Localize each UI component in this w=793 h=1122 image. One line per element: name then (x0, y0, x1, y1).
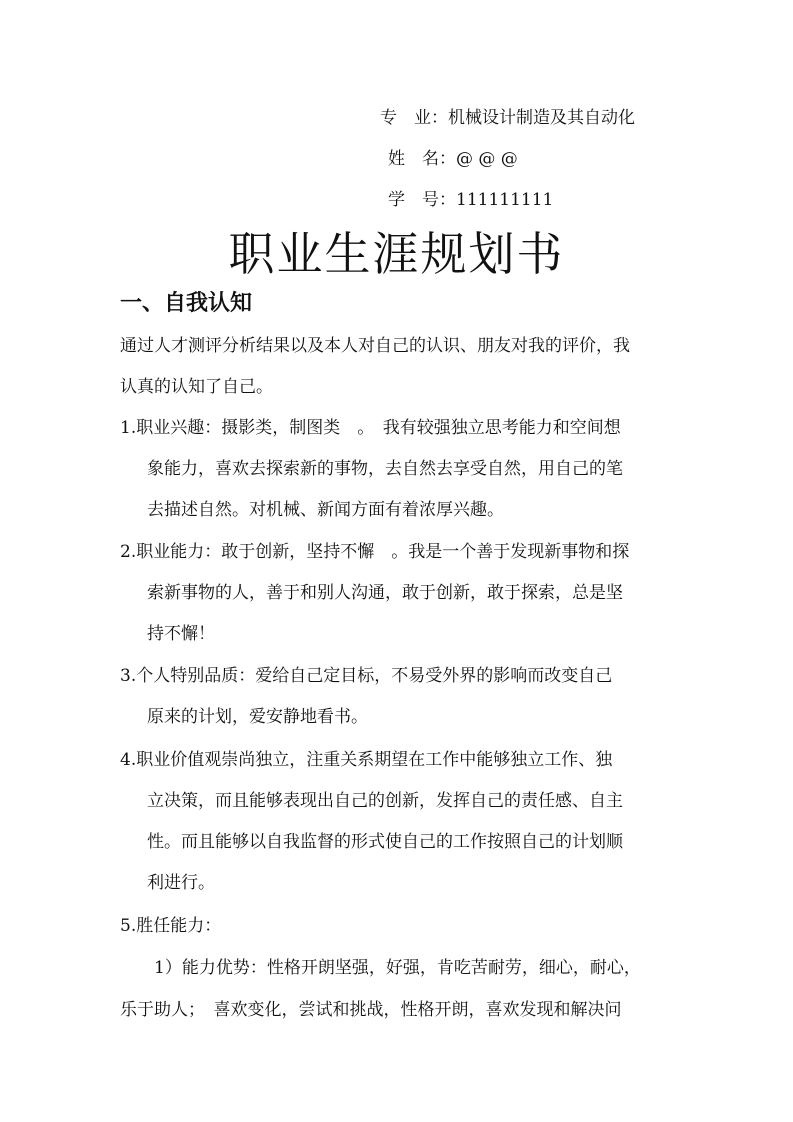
list-item-text: 个人特别品质：爱给自己定目标，不易受外界的影响而改变自己 (136, 666, 613, 686)
list-item-1 (120, 408, 676, 531)
list-item-text: 索新事物的人，善于和别人沟通，敢于创新，敢于探索，总是坚 (147, 583, 623, 603)
list-item-text: 象能力，喜欢去探索新的事物，去自然去享受自然，用自己的笔 (147, 459, 623, 479)
list-item-number: 3. (120, 666, 137, 686)
student-id-line (388, 188, 553, 212)
list-item-text: 利进行。 (147, 873, 215, 893)
list-item-2 (120, 532, 676, 655)
list-item-3 (120, 656, 676, 738)
student-id-value: 111111111 (456, 190, 554, 210)
section-heading: 一、自我认知 (120, 291, 253, 316)
sub-paragraph-line-1: 1）能力优势：性格开朗坚强，好强，肯吃苦耐劳，细心，耐心， (154, 958, 641, 978)
name-value: @ @ @ (456, 149, 518, 169)
intro-line-1: 通过人才测评分析结果以及本人对自己的认识、朋友对我的评价，我 (120, 336, 630, 356)
list-item-text: 职业兴趣：摄影类，制图类 。 我有较强独立思考能力和空间想 (136, 418, 621, 438)
list-item-5 (120, 906, 676, 947)
student-id-label: 学 号： (388, 190, 456, 210)
major-value: 机械设计制造及其自动化 (448, 108, 635, 128)
name-line (388, 147, 518, 171)
intro-line-2: 认真的认知了自己。 (120, 377, 273, 397)
list-item-number: 4. (120, 750, 137, 770)
list-item-text: 去描述自然。对机械、新闻方面有着浓厚兴趣。 (147, 500, 504, 520)
list-item-text: 立决策，而且能够表现出自己的创新，发挥自己的责任感、自主 (147, 791, 623, 811)
list-item-number: 5. (120, 916, 137, 936)
sub-paragraph-line-2: 乐于助人； 喜欢变化，尝试和挑战，性格开朗，喜欢发现和解决问 (120, 1000, 622, 1020)
list-item-text: 职业价值观崇尚独立，注重关系期望在工作中能够独立工作、独 (136, 750, 613, 770)
major-label: 专 业： (380, 108, 448, 128)
document-title: 职业生涯规划书 (228, 227, 565, 281)
list-item-number: 1. (120, 418, 137, 438)
name-label: 姓 名： (388, 149, 456, 169)
list-item-text: 职业能力：敢于创新，坚持不懈 。我是一个善于发现新事物和探 (136, 542, 630, 562)
list-item-text: 原来的计划，爱安静地看书。 (147, 707, 368, 727)
list-item-text: 持不懈！ (147, 624, 215, 644)
list-item-text: 性。而且能够以自我监督的形式使自己的工作按照自己的计划顺 (147, 832, 623, 852)
major-line (380, 106, 635, 130)
list-item-4 (120, 740, 676, 904)
list-item-text: 胜任能力： (136, 916, 222, 936)
list-item-number: 2. (120, 542, 137, 562)
